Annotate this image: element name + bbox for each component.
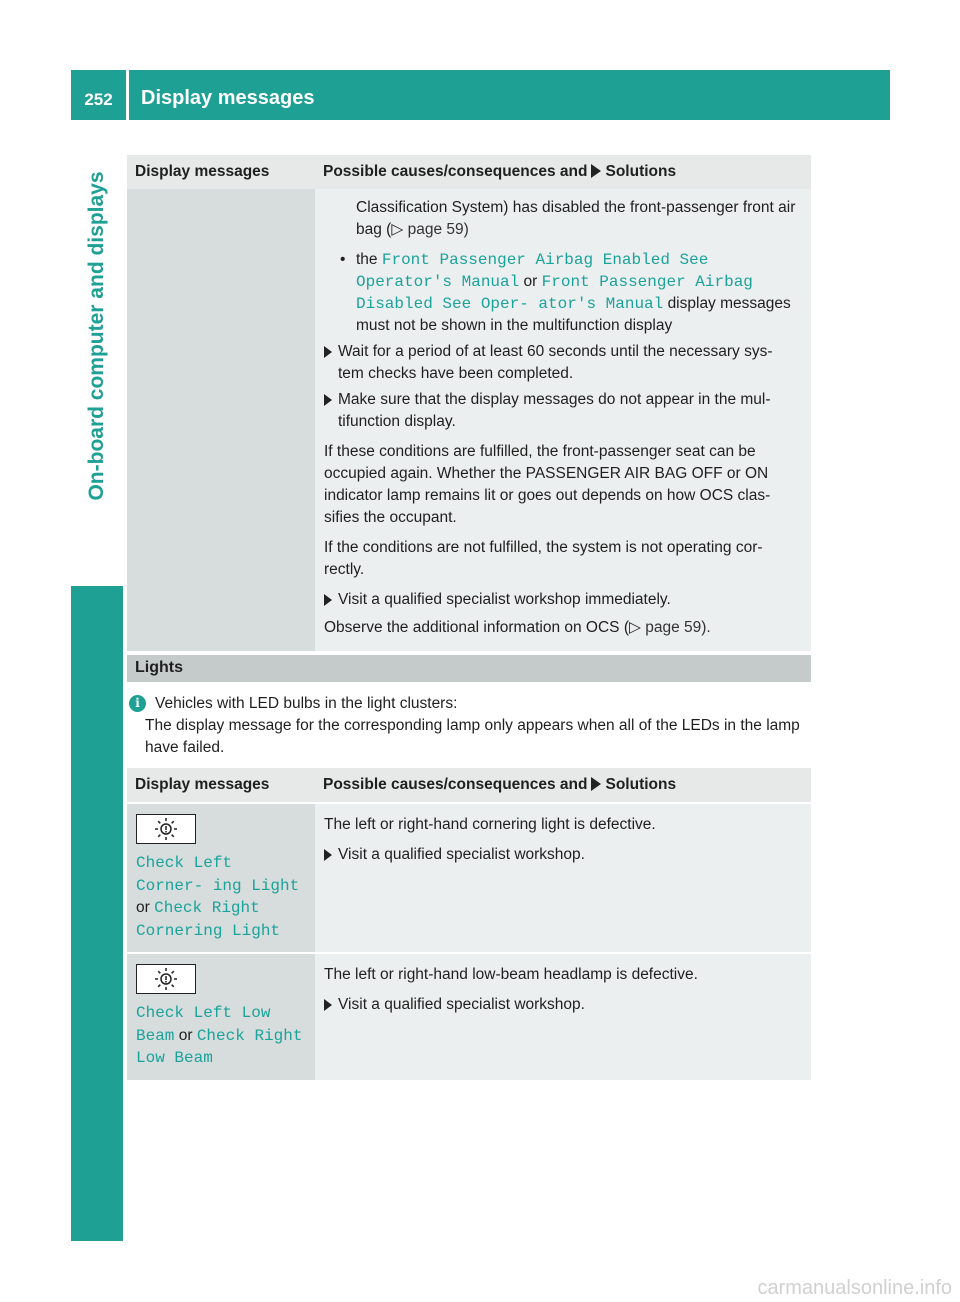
paragraph: If these conditions are fulfilled, the front-passenger seat can be occupied again. Whether the PASSENGER AIR BAG OFF or ON indicator lamp remains lit or goes out depends on how OCS clas- sifies the occupant. xyxy=(324,443,771,526)
section-title-lights: Lights xyxy=(127,655,811,682)
page-ref-icon: ▷ xyxy=(629,619,646,636)
or-text: or xyxy=(136,899,150,916)
continued-text xyxy=(324,197,802,241)
col-header-causes xyxy=(315,768,811,803)
display-code: Check Right Low Beam xyxy=(136,1026,303,1067)
page-ref[interactable]: page 59) xyxy=(407,221,469,238)
bulb-warning-icon xyxy=(136,964,196,994)
cause-text: The left or right-hand cornering light is defective. xyxy=(324,816,656,833)
paragraph xyxy=(324,617,802,639)
page-number: 252 xyxy=(71,70,126,120)
page-title: Display messages xyxy=(129,70,890,120)
or-text: or xyxy=(178,1026,193,1044)
continued-line: Classification System) has disabled the front-passenger front air bag ( xyxy=(356,199,796,238)
or-text: or xyxy=(523,273,538,290)
messages-table-1 xyxy=(127,155,811,651)
instruction-step xyxy=(324,994,802,1016)
info-text xyxy=(145,693,809,759)
col-header-causes-text: Possible causes/consequences and xyxy=(323,776,588,793)
messages-table-2 xyxy=(127,768,811,1080)
cause-cell xyxy=(315,803,811,953)
cause-text: The left or right-hand low-beam headlamp is defective. xyxy=(324,966,698,983)
bulb-warning-icon xyxy=(136,814,196,844)
arrow-icon xyxy=(591,777,601,791)
instruction-step xyxy=(324,341,802,385)
display-message-cell xyxy=(127,953,315,1080)
list-item xyxy=(324,249,802,337)
watermark: carmanualsonline.info xyxy=(757,1277,952,1299)
display-message-cell xyxy=(127,803,315,953)
step-arrow-icon xyxy=(324,999,332,1011)
bullet-text: the xyxy=(356,251,378,268)
step-text: Wait for a period of at least 60 seconds until the necessary sys- tem checks have been completed. xyxy=(338,343,773,382)
display-code: Check Left Low Beam xyxy=(136,1004,271,1045)
page-ref-icon: ▷ xyxy=(391,221,408,238)
cause-cell xyxy=(315,189,811,651)
instruction-step xyxy=(324,844,802,866)
display-message-cell xyxy=(127,189,315,651)
step-arrow-icon xyxy=(324,346,332,358)
arrow-icon xyxy=(591,164,601,178)
info-icon: i xyxy=(129,695,146,712)
col-header-causes-text: Possible causes/consequences and xyxy=(323,163,588,180)
cause-cell xyxy=(315,953,811,1080)
side-tab-label: On-board computer and displays xyxy=(85,171,108,501)
table-row xyxy=(127,803,811,953)
col-header-display-messages: Display messages xyxy=(127,155,315,189)
page-ref[interactable]: page 59). xyxy=(645,619,711,636)
step-text: Visit a qualified specialist workshop. xyxy=(338,846,585,863)
instruction-step xyxy=(324,589,802,611)
step-arrow-icon xyxy=(324,394,332,406)
step-text: Visit a qualified specialist workshop immediately. xyxy=(338,591,671,608)
step-arrow-icon xyxy=(324,594,332,606)
display-code-enabled: Front Passenger Airbag Enabled See Operator's Manual xyxy=(356,251,709,291)
table-row xyxy=(127,953,811,1080)
paragraph: If the conditions are not fulfilled, the system is not operating cor- rectly. xyxy=(324,539,763,578)
step-arrow-icon xyxy=(324,849,332,861)
bullet-icon: • xyxy=(340,251,346,268)
col-header-solutions-text: Solutions xyxy=(605,776,677,793)
col-header-solutions-text: Solutions xyxy=(605,163,677,180)
col-header-causes xyxy=(315,155,811,189)
instruction-step xyxy=(324,389,802,433)
display-code: Check Right Cornering Light xyxy=(136,899,281,940)
display-code: Check Left Corner‐ ing Light xyxy=(136,854,300,895)
info-line-2: The display message for the corresponding lamp only appears when all of the LEDs in the lamp have failed. xyxy=(145,717,800,756)
info-line-1: Vehicles with LED bulbs in the light clusters: xyxy=(155,695,458,712)
step-text: Visit a qualified specialist workshop. xyxy=(338,996,585,1013)
step-text: Make sure that the display messages do not appear in the mul- tifunction display. xyxy=(338,391,771,430)
paragraph-text: Observe the additional information on OCS ( xyxy=(324,619,629,636)
info-note xyxy=(129,693,809,759)
display-code-disabled: Front Passenger Airbag Disabled See Oper‐ ator's Manual xyxy=(356,273,753,313)
bullet-tail-text: display messages must not be shown in the multifunction display xyxy=(356,295,791,334)
col-header-display-messages: Display messages xyxy=(127,768,315,803)
